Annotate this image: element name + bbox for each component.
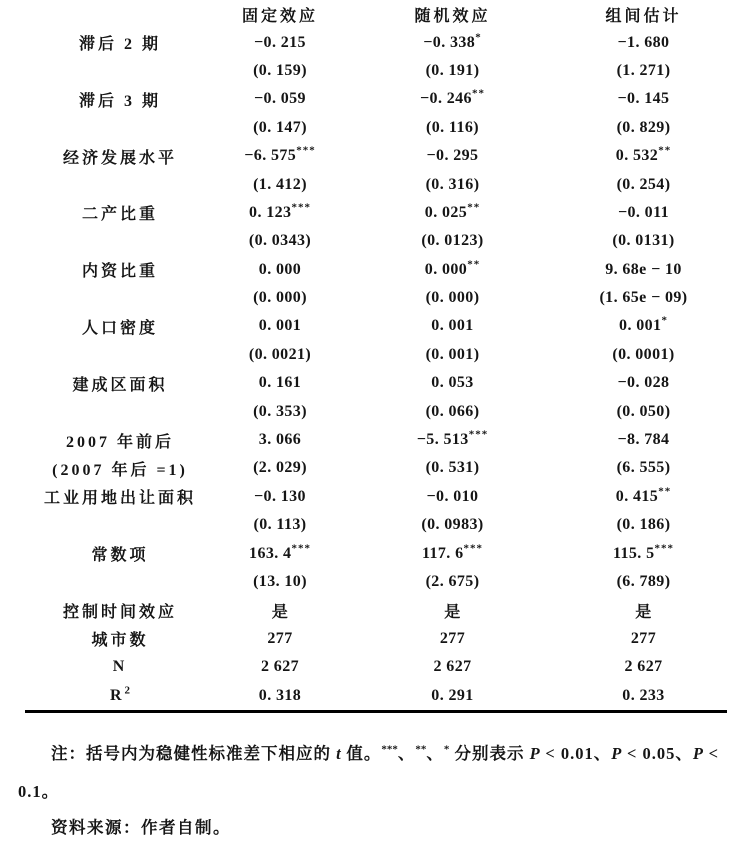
note-segment: *** [381, 743, 398, 756]
cell-between-estimation: 115. 5*** [612, 542, 675, 562]
table-row [25, 681, 727, 711]
note-segment: < 0.05、 [621, 743, 693, 763]
cell-random-effects: 277 [439, 629, 466, 647]
cell-random-effects: (0. 191) [425, 61, 480, 79]
cell-between-estimation: 是 [635, 603, 652, 621]
significance-note [18, 735, 732, 811]
cell-fixed-effects: 0. 318 [258, 686, 302, 704]
table-row [25, 85, 727, 113]
cell-random-effects: −0. 338* [423, 31, 482, 51]
table-row [25, 369, 727, 397]
table-row [25, 483, 727, 511]
cell-fixed-effects: (0. 353) [253, 402, 307, 420]
cell-between-estimation: 277 [630, 629, 657, 647]
note-segment: P [529, 743, 541, 763]
header-empty [25, 0, 215, 28]
header-row [25, 0, 727, 28]
cell-between-estimation: (0. 829) [616, 118, 671, 136]
cell-between-estimation: (0. 0001) [612, 345, 675, 363]
table-row [25, 28, 727, 56]
row-label: 内资比重 [81, 263, 158, 281]
cell-random-effects: −5. 513*** [416, 428, 489, 449]
cell-between-estimation: (1. 271) [616, 61, 671, 79]
cell-fixed-effects: (2. 029) [253, 459, 307, 477]
note-segment: ** [415, 743, 427, 756]
cell-fixed-effects: (0. 159) [253, 61, 307, 79]
table-row [25, 596, 727, 624]
header-between-estimation: 组间估计 [605, 7, 682, 25]
cell-random-effects: 2 627 [433, 658, 472, 676]
header-random-effects: 随机效应 [414, 7, 491, 25]
table-row [25, 625, 727, 653]
note-segment: P [611, 743, 622, 763]
cell-fixed-effects: −0. 130 [254, 487, 306, 505]
note-segment: 值。 [341, 743, 382, 763]
cell-between-estimation: 0. 001* [619, 315, 668, 335]
cell-random-effects: 0. 000** [424, 258, 481, 278]
cell-between-estimation: (0. 254) [616, 175, 671, 193]
table-row [25, 341, 727, 369]
data-source-note: 资料来源：作者自制。 [51, 817, 231, 837]
cell-fixed-effects: 163. 4*** [249, 542, 311, 562]
cell-random-effects: 0. 025** [424, 201, 481, 221]
cell-fixed-effects: (0. 113) [253, 516, 307, 534]
row-label [25, 227, 215, 255]
cell-random-effects: 0. 001 [431, 317, 474, 335]
table-row [25, 227, 727, 255]
cell-between-estimation: 0. 233 [622, 686, 665, 704]
table-body [25, 28, 727, 711]
cell-between-estimation: −0. 028 [617, 374, 670, 392]
table-row [25, 57, 727, 85]
cell-random-effects: −0. 246** [420, 88, 485, 108]
table-header [25, 0, 727, 28]
cell-random-effects: (0. 000) [425, 289, 480, 307]
table-row [25, 511, 727, 539]
note-segment: P [692, 743, 704, 763]
note-segment: 分别表示 [449, 743, 530, 763]
cell-fixed-effects: 0. 123*** [249, 201, 311, 221]
cell-fixed-effects: −6. 575*** [244, 144, 316, 165]
row-label: 二产比重 [81, 206, 158, 224]
cell-random-effects: (0. 116) [426, 118, 479, 136]
header-fixed-effects: 固定效应 [241, 7, 318, 25]
row-label: (2007 年后 =1) [52, 461, 188, 479]
row-label: 滞后 2 期 [78, 36, 161, 54]
table-row [25, 114, 727, 142]
row-label [25, 568, 215, 596]
cell-fixed-effects: (1. 412) [253, 175, 307, 193]
cell-between-estimation: 0. 415** [615, 485, 672, 505]
note-segment: 、 [397, 743, 416, 763]
table-row [25, 568, 727, 596]
cell-between-estimation: −8. 784 [617, 431, 670, 449]
cell-fixed-effects: (0. 0021) [248, 345, 312, 363]
row-label: 滞后 3 期 [78, 92, 161, 110]
note-segment: < 0.1。 [18, 743, 719, 801]
row-label [25, 397, 215, 425]
table-notes [18, 735, 732, 845]
cell-random-effects: (2. 675) [425, 573, 480, 590]
cell-random-effects: 117. 6*** [421, 542, 484, 562]
cell-fixed-effects: −0. 059 [254, 90, 306, 108]
row-label [25, 284, 215, 312]
row-label: 控制时间效应 [62, 603, 177, 621]
note-segment: 注：括号内为稳健性标准差下相应的 [51, 743, 337, 763]
table-row [25, 256, 727, 284]
table-row [25, 170, 727, 198]
table-row [25, 426, 727, 454]
row-label: 人口密度 [81, 319, 158, 337]
regression-table [25, 0, 727, 713]
row-label: 工业用地出让面积 [43, 490, 196, 508]
cell-between-estimation: (0. 050) [616, 402, 671, 420]
cell-fixed-effects: (0. 0343) [248, 232, 312, 250]
cell-between-estimation: (0. 186) [616, 516, 671, 534]
note-segment: * [443, 743, 450, 756]
row-label [25, 114, 215, 142]
table-row [25, 397, 727, 425]
cell-random-effects: 0. 053 [431, 374, 474, 392]
cell-between-estimation: (0. 0131) [612, 232, 675, 250]
cell-between-estimation: (1. 65e − 09) [599, 289, 688, 307]
cell-fixed-effects: 是 [271, 603, 289, 621]
cell-fixed-effects: −0. 215 [254, 33, 306, 51]
cell-random-effects: (0. 531) [425, 459, 480, 477]
row-label: 城市数 [91, 632, 149, 650]
cell-between-estimation: (6. 789) [616, 573, 671, 590]
note-segment: 、 [426, 743, 444, 763]
row-label [25, 341, 215, 369]
cell-fixed-effects: 0. 001 [258, 317, 302, 335]
cell-fixed-effects: 0. 000 [258, 260, 302, 278]
table-row [25, 454, 727, 482]
row-label: 建成区面积 [72, 376, 168, 394]
cell-fixed-effects: 2 627 [261, 658, 299, 676]
note-segment: < 0.01、 [540, 743, 612, 763]
row-label: 2007 年前后 [65, 433, 174, 451]
cell-random-effects: (0. 316) [425, 175, 480, 193]
table-row [25, 539, 727, 567]
cell-fixed-effects: 277 [267, 629, 293, 647]
cell-random-effects: (0. 0983) [421, 516, 484, 534]
cell-random-effects: −0. 295 [426, 147, 479, 165]
cell-between-estimation: 2 627 [624, 658, 663, 676]
row-label [25, 57, 215, 85]
cell-random-effects: 0. 291 [431, 686, 474, 704]
cell-between-estimation: (6. 555) [616, 459, 671, 477]
table-row [25, 284, 727, 312]
cell-random-effects: (0. 066) [425, 402, 480, 420]
cell-fixed-effects: (0. 147) [253, 118, 307, 136]
row-label: $R^2$ [109, 684, 131, 704]
cell-random-effects: (0. 0123) [421, 232, 484, 250]
cell-fixed-effects: 0. 161 [258, 374, 302, 392]
cell-between-estimation: 0. 532** [615, 144, 672, 165]
cell-random-effects: −0. 010 [426, 487, 479, 505]
cell-between-estimation: −0. 011 [617, 203, 670, 221]
table-row [25, 199, 727, 227]
cell-fixed-effects: (13. 10) [253, 573, 307, 590]
table-row [25, 312, 727, 340]
row-label [25, 511, 215, 539]
cell-between-estimation: 9. 68e − 10 [605, 260, 682, 278]
note-segment: t [336, 743, 342, 763]
row-label [25, 170, 215, 198]
row-label: 常数项 [91, 547, 149, 565]
cell-between-estimation: −0. 145 [617, 90, 670, 108]
cell-fixed-effects: (0. 000) [253, 289, 307, 307]
row-label: N [112, 658, 128, 676]
table-row [25, 653, 727, 681]
table-row [25, 142, 727, 170]
cell-between-estimation: −1. 680 [617, 33, 670, 51]
cell-random-effects: 是 [444, 603, 461, 621]
row-label: 经济发展水平 [62, 149, 177, 167]
cell-random-effects: (0. 001) [425, 345, 480, 363]
cell-fixed-effects: 3. 066 [258, 431, 302, 449]
